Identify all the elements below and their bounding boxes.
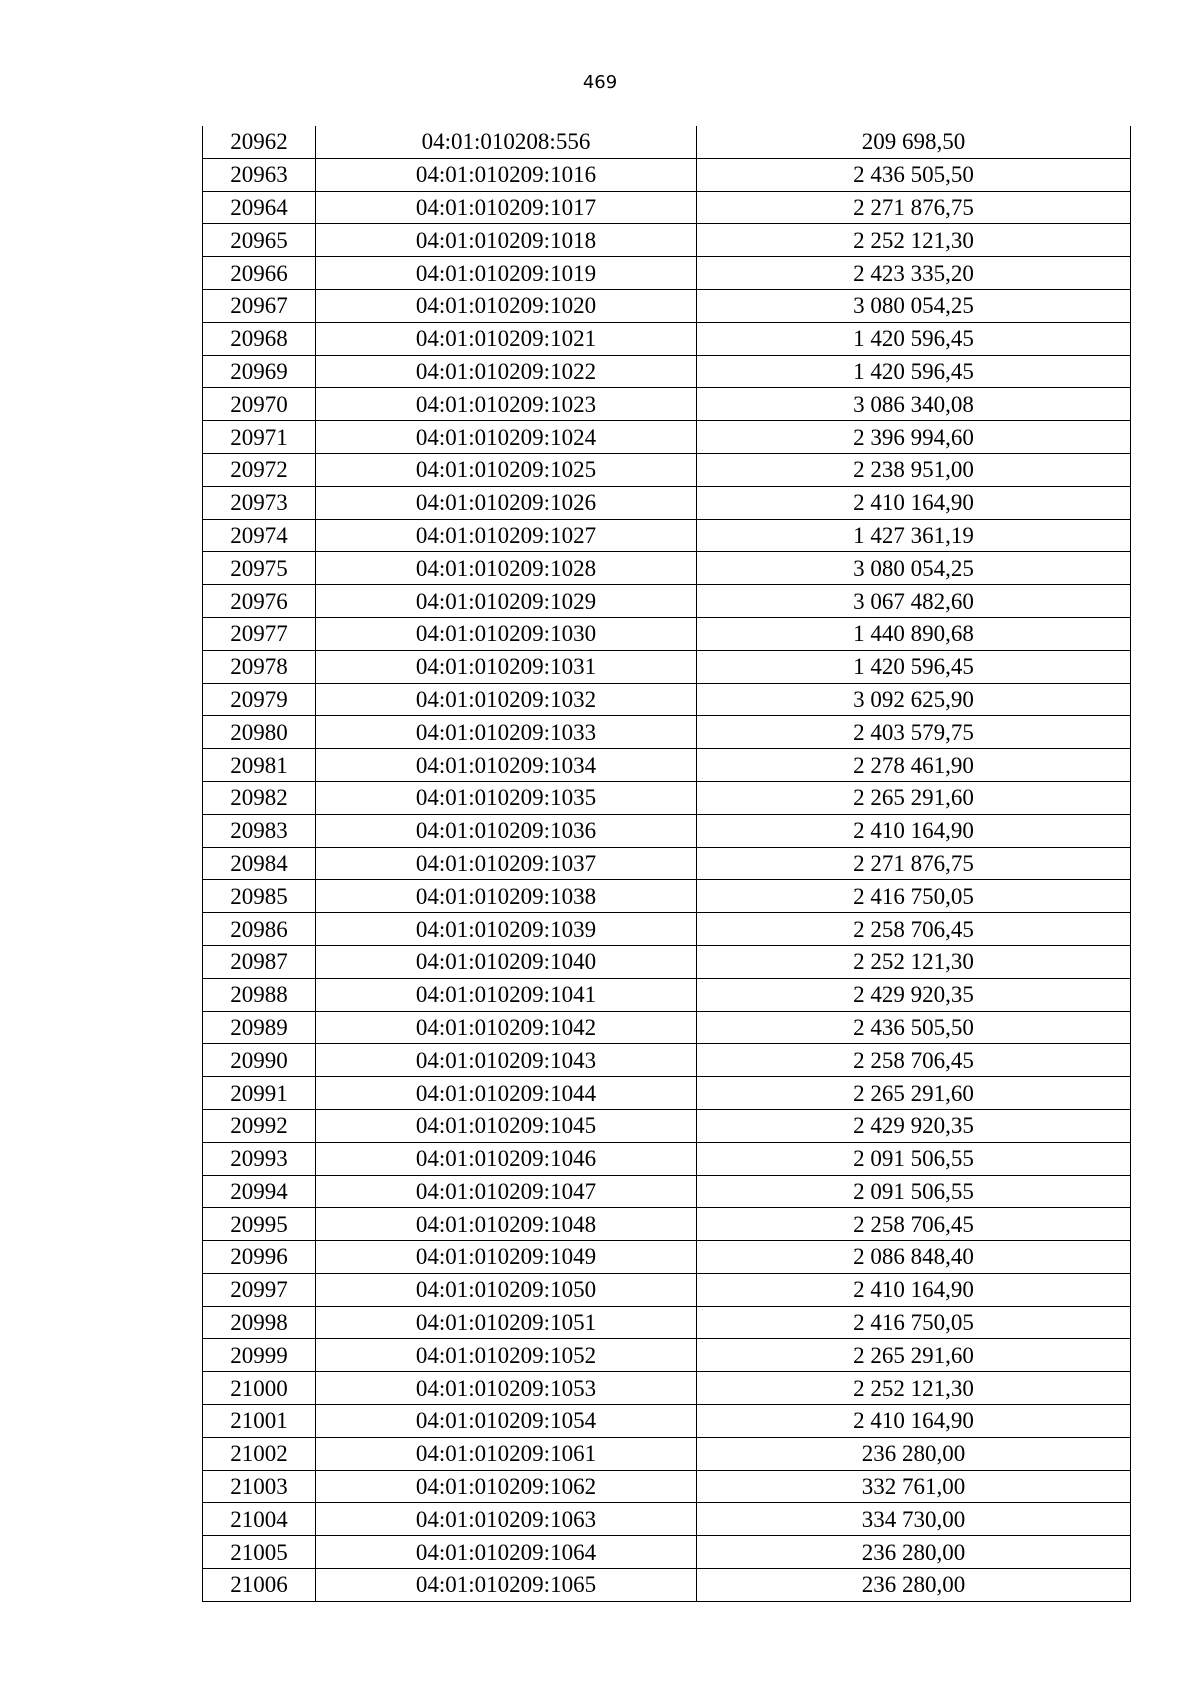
table-row <box>203 1044 1131 1077</box>
cadastral-value-cell: 2 265 291,60 <box>697 1077 1131 1110</box>
cadastral-number-cell: 04:01:010209:1048 <box>316 1208 697 1241</box>
cadastral-number-cell: 04:01:010209:1016 <box>316 158 697 191</box>
row-number-cell: 20974 <box>203 519 316 552</box>
table-row <box>203 1569 1131 1602</box>
row-number-cell: 20985 <box>203 880 316 913</box>
cadastral-number-cell: 04:01:010209:1038 <box>316 880 697 913</box>
row-number-cell: 20971 <box>203 421 316 454</box>
cadastral-number-cell: 04:01:010209:1034 <box>316 749 697 782</box>
cadastral-value-table <box>202 126 1131 1602</box>
table-row <box>203 781 1131 814</box>
table-row <box>203 683 1131 716</box>
row-number-cell: 21006 <box>203 1569 316 1602</box>
cadastral-value-cell: 2 258 706,45 <box>697 913 1131 946</box>
cadastral-value-cell: 3 086 340,08 <box>697 388 1131 421</box>
cadastral-number-cell: 04:01:010209:1046 <box>316 1142 697 1175</box>
row-number-cell: 20969 <box>203 355 316 388</box>
cadastral-number-cell: 04:01:010209:1042 <box>316 1011 697 1044</box>
cadastral-value-cell: 2 252 121,30 <box>697 1372 1131 1405</box>
row-number-cell: 20963 <box>203 158 316 191</box>
cadastral-value-cell: 2 423 335,20 <box>697 257 1131 290</box>
table-row <box>203 289 1131 322</box>
cadastral-value-cell: 1 420 596,45 <box>697 355 1131 388</box>
row-number-cell: 20975 <box>203 552 316 585</box>
cadastral-number-cell: 04:01:010209:1020 <box>316 289 697 322</box>
cadastral-value-cell: 2 238 951,00 <box>697 453 1131 486</box>
table-row <box>203 814 1131 847</box>
row-number-cell: 20962 <box>203 126 316 158</box>
row-number-cell: 20996 <box>203 1241 316 1274</box>
cadastral-value-cell: 1 427 361,19 <box>697 519 1131 552</box>
row-number-cell: 20972 <box>203 453 316 486</box>
row-number-cell: 20989 <box>203 1011 316 1044</box>
cadastral-value-cell: 2 429 920,35 <box>697 978 1131 1011</box>
cadastral-number-cell: 04:01:010209:1044 <box>316 1077 697 1110</box>
cadastral-number-cell: 04:01:010209:1049 <box>316 1241 697 1274</box>
row-number-cell: 20997 <box>203 1273 316 1306</box>
cadastral-value-cell: 3 080 054,25 <box>697 289 1131 322</box>
cadastral-number-cell: 04:01:010209:1023 <box>316 388 697 421</box>
cadastral-number-cell: 04:01:010209:1063 <box>316 1503 697 1536</box>
cadastral-value-cell: 2 252 121,30 <box>697 224 1131 257</box>
row-number-cell: 21001 <box>203 1405 316 1438</box>
cadastral-value-cell: 2 091 506,55 <box>697 1142 1131 1175</box>
cadastral-value-cell: 2 265 291,60 <box>697 781 1131 814</box>
cadastral-number-cell: 04:01:010209:1017 <box>316 191 697 224</box>
row-number-cell: 20998 <box>203 1306 316 1339</box>
table-row <box>203 486 1131 519</box>
row-number-cell: 20986 <box>203 913 316 946</box>
cadastral-value-cell: 2 410 164,90 <box>697 1273 1131 1306</box>
cadastral-number-cell: 04:01:010209:1031 <box>316 650 697 683</box>
cadastral-number-cell: 04:01:010209:1053 <box>316 1372 697 1405</box>
table-row <box>203 1372 1131 1405</box>
cadastral-value-cell: 2 258 706,45 <box>697 1208 1131 1241</box>
cadastral-value-cell: 236 280,00 <box>697 1536 1131 1569</box>
table-row <box>203 1306 1131 1339</box>
cadastral-value-cell: 2 410 164,90 <box>697 1405 1131 1438</box>
row-number-cell: 20992 <box>203 1109 316 1142</box>
cadastral-number-cell: 04:01:010209:1033 <box>316 716 697 749</box>
table-row <box>203 978 1131 1011</box>
row-number-cell: 21000 <box>203 1372 316 1405</box>
row-number-cell: 21003 <box>203 1470 316 1503</box>
page-number: 469 <box>582 72 618 93</box>
table-row <box>203 1011 1131 1044</box>
cadastral-value-cell: 2 416 750,05 <box>697 1306 1131 1339</box>
cadastral-value-cell: 236 280,00 <box>697 1437 1131 1470</box>
table-row <box>203 191 1131 224</box>
row-number-cell: 20993 <box>203 1142 316 1175</box>
cadastral-number-cell: 04:01:010209:1036 <box>316 814 697 847</box>
cadastral-number-cell: 04:01:010209:1024 <box>316 421 697 454</box>
cadastral-number-cell: 04:01:010209:1026 <box>316 486 697 519</box>
table-row <box>203 1503 1131 1536</box>
table-row <box>203 552 1131 585</box>
cadastral-number-cell: 04:01:010209:1065 <box>316 1569 697 1602</box>
table-row <box>203 716 1131 749</box>
cadastral-number-cell: 04:01:010209:1028 <box>316 552 697 585</box>
cadastral-value-cell: 236 280,00 <box>697 1569 1131 1602</box>
row-number-cell: 20990 <box>203 1044 316 1077</box>
cadastral-value-cell: 3 067 482,60 <box>697 585 1131 618</box>
cadastral-number-cell: 04:01:010209:1051 <box>316 1306 697 1339</box>
cadastral-value-cell: 1 440 890,68 <box>697 617 1131 650</box>
cadastral-number-cell: 04:01:010209:1018 <box>316 224 697 257</box>
cadastral-value-cell: 2 436 505,50 <box>697 1011 1131 1044</box>
table-row <box>203 1077 1131 1110</box>
table-row <box>203 913 1131 946</box>
row-number-cell: 20999 <box>203 1339 316 1372</box>
table-row <box>203 126 1131 158</box>
cadastral-number-cell: 04:01:010209:1043 <box>316 1044 697 1077</box>
table-row <box>203 585 1131 618</box>
table-row <box>203 158 1131 191</box>
cadastral-number-cell: 04:01:010209:1061 <box>316 1437 697 1470</box>
cadastral-value-cell: 3 092 625,90 <box>697 683 1131 716</box>
cadastral-number-cell: 04:01:010209:1064 <box>316 1536 697 1569</box>
table-row <box>203 224 1131 257</box>
table-row <box>203 1241 1131 1274</box>
cadastral-number-cell: 04:01:010209:1041 <box>316 978 697 1011</box>
table-row <box>203 880 1131 913</box>
cadastral-number-cell: 04:01:010209:1030 <box>316 617 697 650</box>
table-row <box>203 1470 1131 1503</box>
table-row <box>203 1405 1131 1438</box>
cadastral-number-cell: 04:01:010209:1021 <box>316 322 697 355</box>
table-body <box>203 126 1131 1601</box>
cadastral-value-cell: 334 730,00 <box>697 1503 1131 1536</box>
table-row <box>203 1109 1131 1142</box>
table-row <box>203 257 1131 290</box>
row-number-cell: 20984 <box>203 847 316 880</box>
cadastral-value-cell: 2 403 579,75 <box>697 716 1131 749</box>
row-number-cell: 20977 <box>203 617 316 650</box>
cadastral-number-cell: 04:01:010209:1022 <box>316 355 697 388</box>
row-number-cell: 20967 <box>203 289 316 322</box>
cadastral-number-cell: 04:01:010209:1040 <box>316 945 697 978</box>
row-number-cell: 20983 <box>203 814 316 847</box>
cadastral-value-cell: 2 271 876,75 <box>697 191 1131 224</box>
table-row <box>203 519 1131 552</box>
cadastral-number-cell: 04:01:010209:1025 <box>316 453 697 486</box>
row-number-cell: 20987 <box>203 945 316 978</box>
table-row <box>203 1208 1131 1241</box>
cadastral-number-cell: 04:01:010209:1019 <box>316 257 697 290</box>
cadastral-value-cell: 2 091 506,55 <box>697 1175 1131 1208</box>
row-number-cell: 20982 <box>203 781 316 814</box>
cadastral-value-cell: 1 420 596,45 <box>697 650 1131 683</box>
row-number-cell: 20995 <box>203 1208 316 1241</box>
cadastral-number-cell: 04:01:010209:1037 <box>316 847 697 880</box>
table-row <box>203 1175 1131 1208</box>
cadastral-value-cell: 2 396 994,60 <box>697 421 1131 454</box>
row-number-cell: 21004 <box>203 1503 316 1536</box>
cadastral-number-cell: 04:01:010209:1029 <box>316 585 697 618</box>
cadastral-number-cell: 04:01:010209:1052 <box>316 1339 697 1372</box>
cadastral-value-cell: 2 436 505,50 <box>697 158 1131 191</box>
cadastral-value-cell: 2 416 750,05 <box>697 880 1131 913</box>
row-number-cell: 21005 <box>203 1536 316 1569</box>
table-row <box>203 650 1131 683</box>
row-number-cell: 20978 <box>203 650 316 683</box>
cadastral-value-cell: 2 252 121,30 <box>697 945 1131 978</box>
table-row <box>203 388 1131 421</box>
cadastral-number-cell: 04:01:010208:556 <box>316 126 697 158</box>
row-number-cell: 21002 <box>203 1437 316 1470</box>
cadastral-number-cell: 04:01:010209:1027 <box>316 519 697 552</box>
table-row <box>203 322 1131 355</box>
table-row <box>203 355 1131 388</box>
cadastral-value-cell: 2 278 461,90 <box>697 749 1131 782</box>
cadastral-value-cell: 2 258 706,45 <box>697 1044 1131 1077</box>
cadastral-value-cell: 2 265 291,60 <box>697 1339 1131 1372</box>
table-row <box>203 1437 1131 1470</box>
table-row <box>203 749 1131 782</box>
table-row <box>203 421 1131 454</box>
table-row <box>203 847 1131 880</box>
cadastral-value-cell: 2 271 876,75 <box>697 847 1131 880</box>
table-row <box>203 453 1131 486</box>
cadastral-number-cell: 04:01:010209:1047 <box>316 1175 697 1208</box>
row-number-cell: 20968 <box>203 322 316 355</box>
cadastral-number-cell: 04:01:010209:1050 <box>316 1273 697 1306</box>
cadastral-number-cell: 04:01:010209:1035 <box>316 781 697 814</box>
cadastral-value-cell: 2 410 164,90 <box>697 814 1131 847</box>
table-row <box>203 945 1131 978</box>
table-row <box>203 1273 1131 1306</box>
cadastral-value-cell: 2 429 920,35 <box>697 1109 1131 1142</box>
row-number-cell: 20965 <box>203 224 316 257</box>
row-number-cell: 20966 <box>203 257 316 290</box>
row-number-cell: 20988 <box>203 978 316 1011</box>
cadastral-number-cell: 04:01:010209:1039 <box>316 913 697 946</box>
cadastral-number-cell: 04:01:010209:1045 <box>316 1109 697 1142</box>
row-number-cell: 20994 <box>203 1175 316 1208</box>
table-row <box>203 617 1131 650</box>
row-number-cell: 20973 <box>203 486 316 519</box>
cadastral-value-cell: 209 698,50 <box>697 126 1131 158</box>
cadastral-number-cell: 04:01:010209:1062 <box>316 1470 697 1503</box>
row-number-cell: 20991 <box>203 1077 316 1110</box>
row-number-cell: 20976 <box>203 585 316 618</box>
cadastral-value-cell: 3 080 054,25 <box>697 552 1131 585</box>
cadastral-value-cell: 2 410 164,90 <box>697 486 1131 519</box>
table-row <box>203 1339 1131 1372</box>
row-number-cell: 20980 <box>203 716 316 749</box>
cadastral-value-cell: 332 761,00 <box>697 1470 1131 1503</box>
row-number-cell: 20964 <box>203 191 316 224</box>
row-number-cell: 20979 <box>203 683 316 716</box>
cadastral-number-cell: 04:01:010209:1032 <box>316 683 697 716</box>
cadastral-value-cell: 2 086 848,40 <box>697 1241 1131 1274</box>
table-row <box>203 1142 1131 1175</box>
table-row <box>203 1536 1131 1569</box>
cadastral-value-cell: 1 420 596,45 <box>697 322 1131 355</box>
row-number-cell: 20970 <box>203 388 316 421</box>
cadastral-number-cell: 04:01:010209:1054 <box>316 1405 697 1438</box>
row-number-cell: 20981 <box>203 749 316 782</box>
